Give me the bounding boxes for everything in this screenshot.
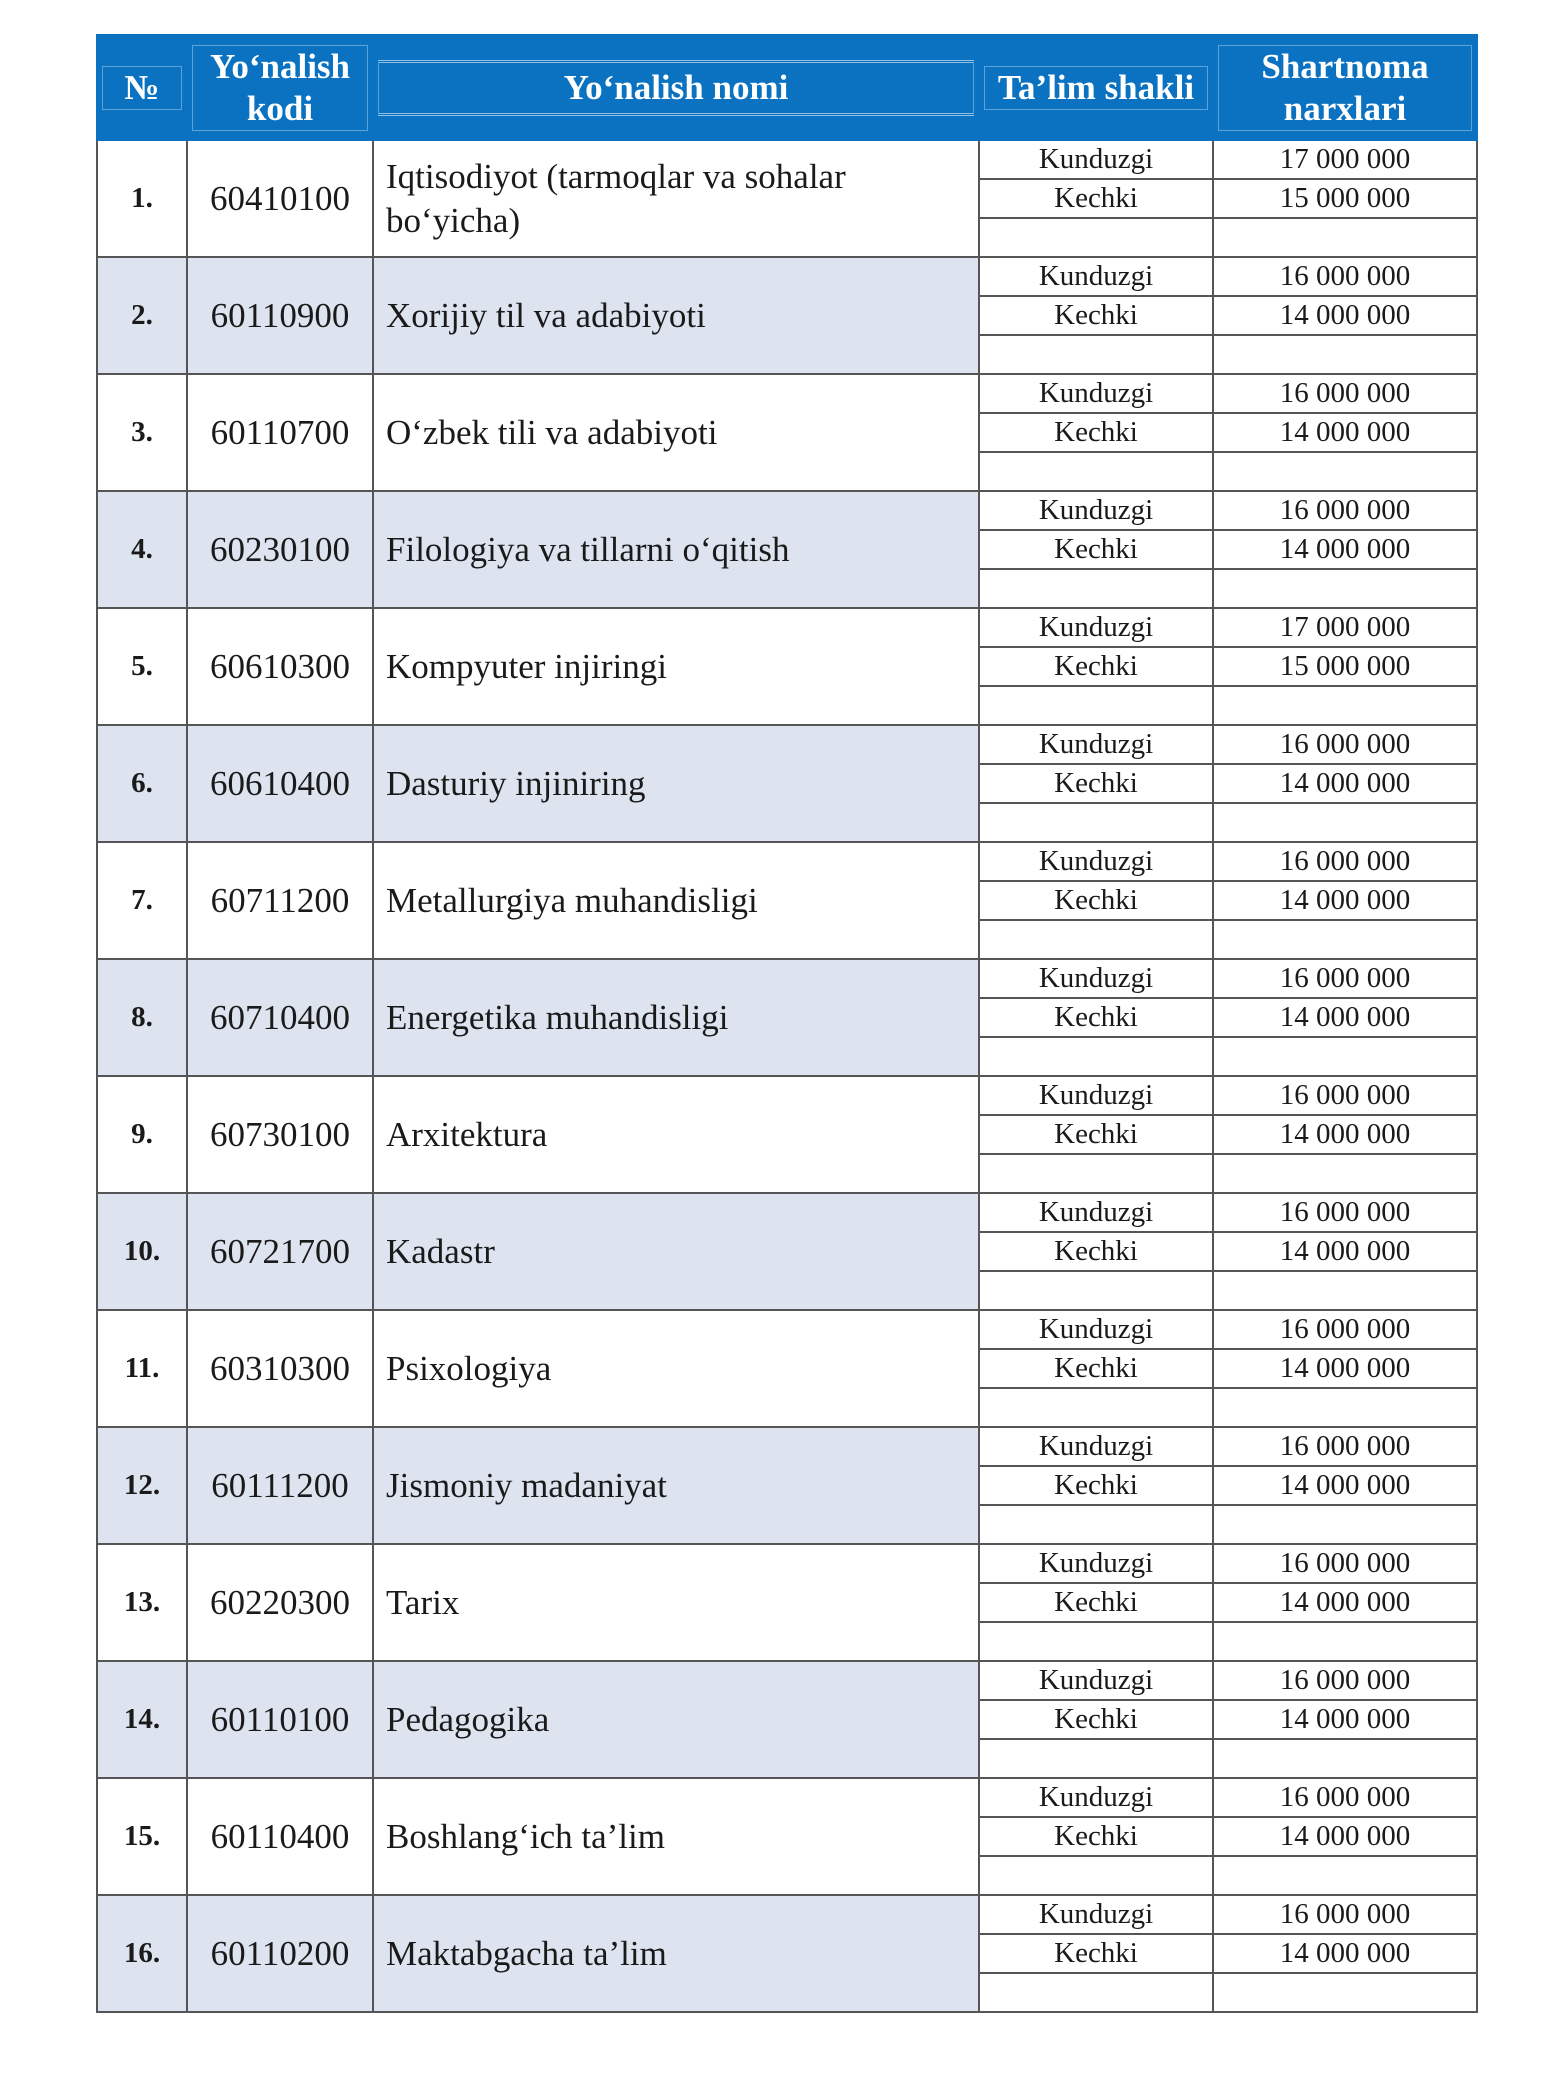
header-form: Ta’lim shakli (979, 35, 1213, 140)
empty-form-cell (979, 335, 1213, 374)
row-number: 7. (97, 842, 187, 959)
row-number: 8. (97, 959, 187, 1076)
price-day: 17 000 000 (1213, 608, 1477, 647)
empty-price-cell (1213, 1037, 1477, 1076)
empty-price-cell (1213, 1739, 1477, 1778)
table-row (97, 257, 1477, 296)
program-code: 60610300 (187, 608, 373, 725)
study-form-evening: Kechki (979, 998, 1213, 1037)
study-form-day: Kunduzgi (979, 1544, 1213, 1583)
price-evening: 14 000 000 (1213, 413, 1477, 452)
study-form-day: Kunduzgi (979, 374, 1213, 413)
empty-form-cell (979, 1973, 1213, 2012)
study-form-day: Kunduzgi (979, 1427, 1213, 1466)
empty-form-cell (979, 1856, 1213, 1895)
program-name: Kompyuter injiringi (373, 608, 979, 725)
price-evening: 14 000 000 (1213, 1700, 1477, 1739)
study-form-day: Kunduzgi (979, 1895, 1213, 1934)
table-row (97, 1193, 1477, 1232)
price-evening: 14 000 000 (1213, 998, 1477, 1037)
study-form-evening: Kechki (979, 1817, 1213, 1856)
price-day: 16 000 000 (1213, 491, 1477, 530)
empty-form-cell (979, 1271, 1213, 1310)
study-form-day: Kunduzgi (979, 140, 1213, 179)
empty-price-cell (1213, 218, 1477, 257)
program-code: 60410100 (187, 140, 373, 257)
program-name: Energetika muhandisligi (373, 959, 979, 1076)
empty-form-cell (979, 1739, 1213, 1778)
study-form-day: Kunduzgi (979, 842, 1213, 881)
price-evening: 14 000 000 (1213, 1934, 1477, 1973)
empty-form-cell (979, 569, 1213, 608)
program-name: Metallurgiya muhandisligi (373, 842, 979, 959)
empty-price-cell (1213, 686, 1477, 725)
price-day: 16 000 000 (1213, 1427, 1477, 1466)
program-code: 60110400 (187, 1778, 373, 1895)
table-row (97, 491, 1477, 530)
tuition-table (96, 34, 1478, 2013)
row-number: 14. (97, 1661, 187, 1778)
study-form-evening: Kechki (979, 179, 1213, 218)
price-evening: 15 000 000 (1213, 647, 1477, 686)
empty-form-cell (979, 1037, 1213, 1076)
program-name: Maktabgacha ta’lim (373, 1895, 979, 2012)
empty-form-cell (979, 452, 1213, 491)
empty-price-cell (1213, 920, 1477, 959)
program-name: Kadastr (373, 1193, 979, 1310)
price-evening: 14 000 000 (1213, 1583, 1477, 1622)
program-code: 60711200 (187, 842, 373, 959)
row-number: 13. (97, 1544, 187, 1661)
table-row (97, 1427, 1477, 1466)
program-name: Iqtisodiyot (tarmoqlar va sohalar bo‘yicha) (373, 140, 979, 257)
price-evening: 14 000 000 (1213, 1349, 1477, 1388)
program-code: 60110100 (187, 1661, 373, 1778)
program-name: Dasturiy injiniring (373, 725, 979, 842)
price-day: 16 000 000 (1213, 1544, 1477, 1583)
table-header (97, 35, 1477, 140)
price-day: 16 000 000 (1213, 725, 1477, 764)
study-form-day: Kunduzgi (979, 1778, 1213, 1817)
row-number: 11. (97, 1310, 187, 1427)
price-day: 16 000 000 (1213, 374, 1477, 413)
program-code: 60230100 (187, 491, 373, 608)
empty-form-cell (979, 803, 1213, 842)
program-code: 60730100 (187, 1076, 373, 1193)
study-form-evening: Kechki (979, 296, 1213, 335)
empty-form-cell (979, 218, 1213, 257)
study-form-evening: Kechki (979, 1700, 1213, 1739)
program-name: Jismoniy madaniyat (373, 1427, 979, 1544)
study-form-evening: Kechki (979, 1115, 1213, 1154)
study-form-day: Kunduzgi (979, 1076, 1213, 1115)
program-code: 60111200 (187, 1427, 373, 1544)
row-number: 2. (97, 257, 187, 374)
study-form-evening: Kechki (979, 1232, 1213, 1271)
price-evening: 14 000 000 (1213, 296, 1477, 335)
price-evening: 14 000 000 (1213, 530, 1477, 569)
table-row (97, 959, 1477, 998)
row-number: 9. (97, 1076, 187, 1193)
empty-form-cell (979, 920, 1213, 959)
empty-form-cell (979, 1505, 1213, 1544)
study-form-evening: Kechki (979, 1583, 1213, 1622)
row-number: 16. (97, 1895, 187, 2012)
header-name: Yo‘nalish nomi (373, 35, 979, 140)
program-code: 60110900 (187, 257, 373, 374)
program-code: 60110700 (187, 374, 373, 491)
empty-price-cell (1213, 1271, 1477, 1310)
empty-price-cell (1213, 1505, 1477, 1544)
study-form-day: Kunduzgi (979, 1661, 1213, 1700)
study-form-day: Kunduzgi (979, 1193, 1213, 1232)
table-row (97, 725, 1477, 764)
price-day: 16 000 000 (1213, 1661, 1477, 1700)
program-name: Psixologiya (373, 1310, 979, 1427)
study-form-day: Kunduzgi (979, 491, 1213, 530)
price-evening: 15 000 000 (1213, 179, 1477, 218)
program-name: Filologiya va tillarni o‘qitish (373, 491, 979, 608)
price-day: 16 000 000 (1213, 1895, 1477, 1934)
program-code: 60710400 (187, 959, 373, 1076)
row-number: 4. (97, 491, 187, 608)
empty-form-cell (979, 1388, 1213, 1427)
program-code: 60721700 (187, 1193, 373, 1310)
study-form-evening: Kechki (979, 1349, 1213, 1388)
study-form-day: Kunduzgi (979, 959, 1213, 998)
price-day: 16 000 000 (1213, 1193, 1477, 1232)
header-price: Shartnoma narxlari (1213, 35, 1477, 140)
table-row (97, 1778, 1477, 1817)
price-day: 16 000 000 (1213, 257, 1477, 296)
study-form-day: Kunduzgi (979, 725, 1213, 764)
program-name: Arxitektura (373, 1076, 979, 1193)
table-row (97, 374, 1477, 413)
study-form-evening: Kechki (979, 881, 1213, 920)
price-day: 17 000 000 (1213, 140, 1477, 179)
table-row (97, 140, 1477, 179)
price-evening: 14 000 000 (1213, 881, 1477, 920)
table-body (97, 140, 1477, 2012)
study-form-day: Kunduzgi (979, 1310, 1213, 1349)
study-form-evening: Kechki (979, 647, 1213, 686)
row-number: 1. (97, 140, 187, 257)
program-code: 60110200 (187, 1895, 373, 2012)
row-number: 5. (97, 608, 187, 725)
empty-price-cell (1213, 335, 1477, 374)
empty-price-cell (1213, 1973, 1477, 2012)
table-row (97, 1544, 1477, 1583)
empty-price-cell (1213, 1154, 1477, 1193)
header-code: Yo‘nalish kodi (187, 35, 373, 140)
program-name: Boshlang‘ich ta’lim (373, 1778, 979, 1895)
empty-price-cell (1213, 1388, 1477, 1427)
study-form-evening: Kechki (979, 1934, 1213, 1973)
price-evening: 14 000 000 (1213, 1232, 1477, 1271)
table-row (97, 1661, 1477, 1700)
empty-form-cell (979, 686, 1213, 725)
program-code: 60310300 (187, 1310, 373, 1427)
table-row (97, 1310, 1477, 1349)
empty-price-cell (1213, 1622, 1477, 1661)
table-row (97, 1076, 1477, 1115)
price-evening: 14 000 000 (1213, 1466, 1477, 1505)
program-code: 60220300 (187, 1544, 373, 1661)
row-number: 15. (97, 1778, 187, 1895)
price-day: 16 000 000 (1213, 1778, 1477, 1817)
price-day: 16 000 000 (1213, 842, 1477, 881)
row-number: 6. (97, 725, 187, 842)
table-row (97, 842, 1477, 881)
header-number: № (97, 35, 187, 140)
study-form-evening: Kechki (979, 764, 1213, 803)
price-day: 16 000 000 (1213, 959, 1477, 998)
empty-price-cell (1213, 803, 1477, 842)
row-number: 10. (97, 1193, 187, 1310)
table-row (97, 608, 1477, 647)
empty-price-cell (1213, 569, 1477, 608)
price-day: 16 000 000 (1213, 1076, 1477, 1115)
empty-form-cell (979, 1622, 1213, 1661)
program-name: Tarix (373, 1544, 979, 1661)
study-form-evening: Kechki (979, 1466, 1213, 1505)
row-number: 3. (97, 374, 187, 491)
program-name: O‘zbek tili va adabiyoti (373, 374, 979, 491)
program-name: Xorijiy til va adabiyoti (373, 257, 979, 374)
study-form-evening: Kechki (979, 413, 1213, 452)
price-evening: 14 000 000 (1213, 764, 1477, 803)
price-evening: 14 000 000 (1213, 1115, 1477, 1154)
empty-price-cell (1213, 452, 1477, 491)
table-row (97, 1895, 1477, 1934)
tuition-table-container (96, 34, 1476, 2013)
program-name: Pedagogika (373, 1661, 979, 1778)
study-form-day: Kunduzgi (979, 608, 1213, 647)
price-day: 16 000 000 (1213, 1310, 1477, 1349)
row-number: 12. (97, 1427, 187, 1544)
empty-form-cell (979, 1154, 1213, 1193)
study-form-day: Kunduzgi (979, 257, 1213, 296)
program-code: 60610400 (187, 725, 373, 842)
empty-price-cell (1213, 1856, 1477, 1895)
price-evening: 14 000 000 (1213, 1817, 1477, 1856)
study-form-evening: Kechki (979, 530, 1213, 569)
